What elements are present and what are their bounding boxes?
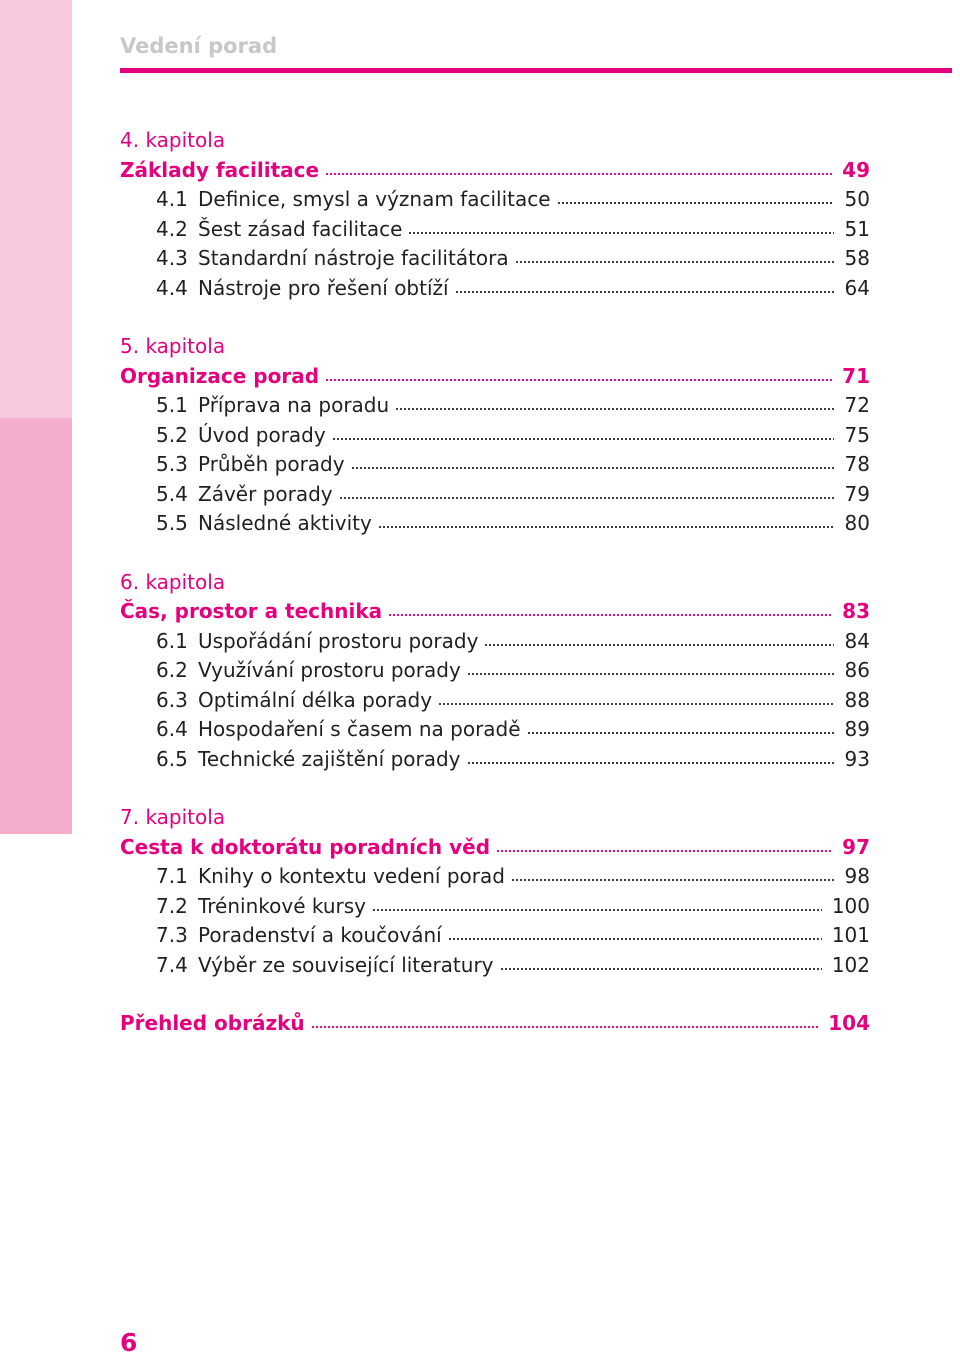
section-number: 5.1	[156, 393, 188, 417]
dot-leader	[484, 643, 834, 647]
dot-leader	[372, 908, 822, 912]
dot-leader	[339, 496, 834, 500]
section-title: Příprava na poradu	[198, 393, 390, 417]
toc-entry[interactable]	[120, 391, 870, 421]
page-ref: 72	[844, 393, 870, 417]
page-ref: 88	[844, 687, 870, 712]
page-ref: 93	[844, 746, 870, 771]
page-ref: 84	[844, 628, 870, 653]
toc-chapter-heading[interactable]	[120, 156, 870, 186]
section-number: 4.4	[156, 275, 188, 300]
toc-entry[interactable]	[120, 715, 870, 745]
page-ref: 58	[844, 246, 870, 270]
dot-leader	[455, 290, 834, 294]
toc-entry[interactable]	[120, 185, 870, 215]
page-number: 6	[120, 1328, 138, 1357]
dot-leader	[467, 761, 834, 765]
chapter-label: 7. kapitola	[120, 805, 226, 829]
section-number: 4.3	[156, 246, 188, 270]
page-ref: 80	[844, 511, 870, 535]
section-title: Nástroje pro řešení obtíží	[198, 275, 449, 300]
header-rule	[120, 68, 952, 73]
dot-leader	[467, 672, 834, 676]
toc-entry[interactable]	[120, 450, 870, 480]
dot-leader	[351, 466, 834, 470]
dot-leader	[408, 231, 834, 235]
toc-chapter-4	[120, 126, 870, 303]
figures-title: Přehled obrázků	[120, 1011, 305, 1035]
section-number: 5.3	[156, 452, 188, 476]
dot-leader	[515, 260, 834, 264]
page-ref: 89	[844, 717, 870, 741]
section-number: 6.4	[156, 717, 188, 741]
page-ref: 86	[844, 658, 870, 682]
page-ref: 50	[844, 187, 870, 211]
page-ref: 102	[831, 952, 870, 977]
dot-leader	[325, 172, 832, 176]
chapter-label: 4. kapitola	[120, 128, 226, 152]
section-title: Standardní nástroje facilitátora	[198, 246, 509, 270]
page-ref: 78	[844, 452, 870, 476]
chapter-label: 6. kapitola	[120, 569, 226, 594]
dot-leader	[388, 613, 832, 617]
dot-leader	[311, 1025, 819, 1029]
page-ref: 51	[844, 216, 870, 241]
section-number: 4.1	[156, 187, 188, 211]
page-ref: 64	[844, 275, 870, 300]
side-tab-current	[0, 418, 72, 834]
section-number: 6.1	[156, 628, 188, 653]
section-title: Technické zajištění porady	[198, 746, 461, 771]
toc-chapter-5	[120, 332, 870, 539]
side-tab-light	[0, 0, 72, 418]
section-number: 7.2	[156, 893, 188, 918]
page-ref: 71	[842, 363, 870, 388]
toc-entry[interactable]	[120, 686, 870, 716]
toc-entry[interactable]	[120, 656, 870, 686]
page-ref: 83	[842, 599, 870, 623]
toc-entry[interactable]	[120, 421, 870, 451]
section-title: Poradenství a koučování	[198, 923, 442, 947]
chapter-title: Cesta k doktorátu poradních věd	[120, 834, 491, 859]
section-title: Šest zásad facilitace	[198, 216, 403, 241]
dot-leader	[332, 437, 834, 441]
page-ref: 49	[842, 157, 870, 182]
dot-leader	[557, 201, 834, 205]
section-title: Průběh porady	[198, 452, 345, 476]
toc-figures-heading[interactable]	[120, 1009, 870, 1039]
toc-entry[interactable]	[120, 951, 870, 981]
toc-entry[interactable]	[120, 274, 870, 304]
section-title: Úvod porady	[198, 422, 326, 447]
section-title: Optimální délka porady	[198, 687, 433, 712]
toc-chapter-heading[interactable]	[120, 597, 870, 627]
page-ref: 75	[844, 422, 870, 447]
running-head: Vedení porad	[120, 34, 278, 58]
chapter-title: Čas, prostor a technika	[120, 599, 383, 623]
toc-entry[interactable]	[120, 921, 870, 951]
section-title: Definice, smysl a význam facilitace	[198, 187, 551, 211]
table-of-contents	[120, 126, 870, 1039]
page-ref: 79	[844, 481, 870, 506]
toc-chapter-heading[interactable]	[120, 833, 870, 863]
toc-entry[interactable]	[120, 244, 870, 274]
section-number: 5.4	[156, 481, 188, 506]
section-number: 7.1	[156, 864, 188, 888]
chapter-title: Organizace porad	[120, 363, 320, 388]
dot-leader	[527, 731, 834, 735]
dot-leader	[438, 702, 834, 706]
toc-chapter-6	[120, 568, 870, 775]
section-title: Tréninkové kursy	[198, 893, 366, 918]
dot-leader	[378, 525, 834, 529]
section-title: Využívání prostoru porady	[198, 658, 461, 682]
toc-chapter-heading[interactable]	[120, 362, 870, 392]
section-title: Závěr porady	[198, 481, 333, 506]
section-number: 4.2	[156, 216, 188, 241]
section-title: Následné aktivity	[198, 511, 372, 535]
toc-entry[interactable]	[120, 745, 870, 775]
dot-leader	[395, 407, 834, 411]
toc-entry[interactable]	[120, 480, 870, 510]
page-ref: 101	[831, 923, 870, 947]
section-number: 5.5	[156, 511, 188, 535]
section-title: Výběr ze související literatury	[198, 952, 494, 977]
section-number: 5.2	[156, 422, 188, 447]
chapter-title: Základy facilitace	[120, 157, 320, 182]
dot-leader	[511, 878, 834, 882]
dot-leader	[500, 967, 822, 971]
toc-entry[interactable]	[120, 892, 870, 922]
toc-entry[interactable]	[120, 215, 870, 245]
page-ref: 100	[831, 893, 870, 918]
page-ref: 97	[842, 834, 870, 859]
section-title: Uspořádání prostoru porady	[198, 628, 479, 653]
toc-entry[interactable]	[120, 509, 870, 539]
section-number: 6.3	[156, 687, 188, 712]
dot-leader	[448, 937, 822, 941]
section-number: 6.2	[156, 658, 188, 682]
section-title: Knihy o kontextu vedení porad	[198, 864, 505, 888]
section-number: 6.5	[156, 746, 188, 771]
page-ref: 104	[828, 1011, 870, 1035]
dot-leader	[325, 378, 832, 382]
toc-figures-overview	[120, 1009, 870, 1039]
toc-entry[interactable]	[120, 862, 870, 892]
page-ref: 98	[844, 864, 870, 888]
section-title: Hospodaření s časem na poradě	[198, 717, 521, 741]
section-number: 7.3	[156, 923, 188, 947]
toc-chapter-7	[120, 803, 870, 980]
dot-leader	[496, 849, 832, 853]
chapter-label: 5. kapitola	[120, 334, 226, 358]
section-number: 7.4	[156, 952, 188, 977]
toc-entry[interactable]	[120, 627, 870, 657]
